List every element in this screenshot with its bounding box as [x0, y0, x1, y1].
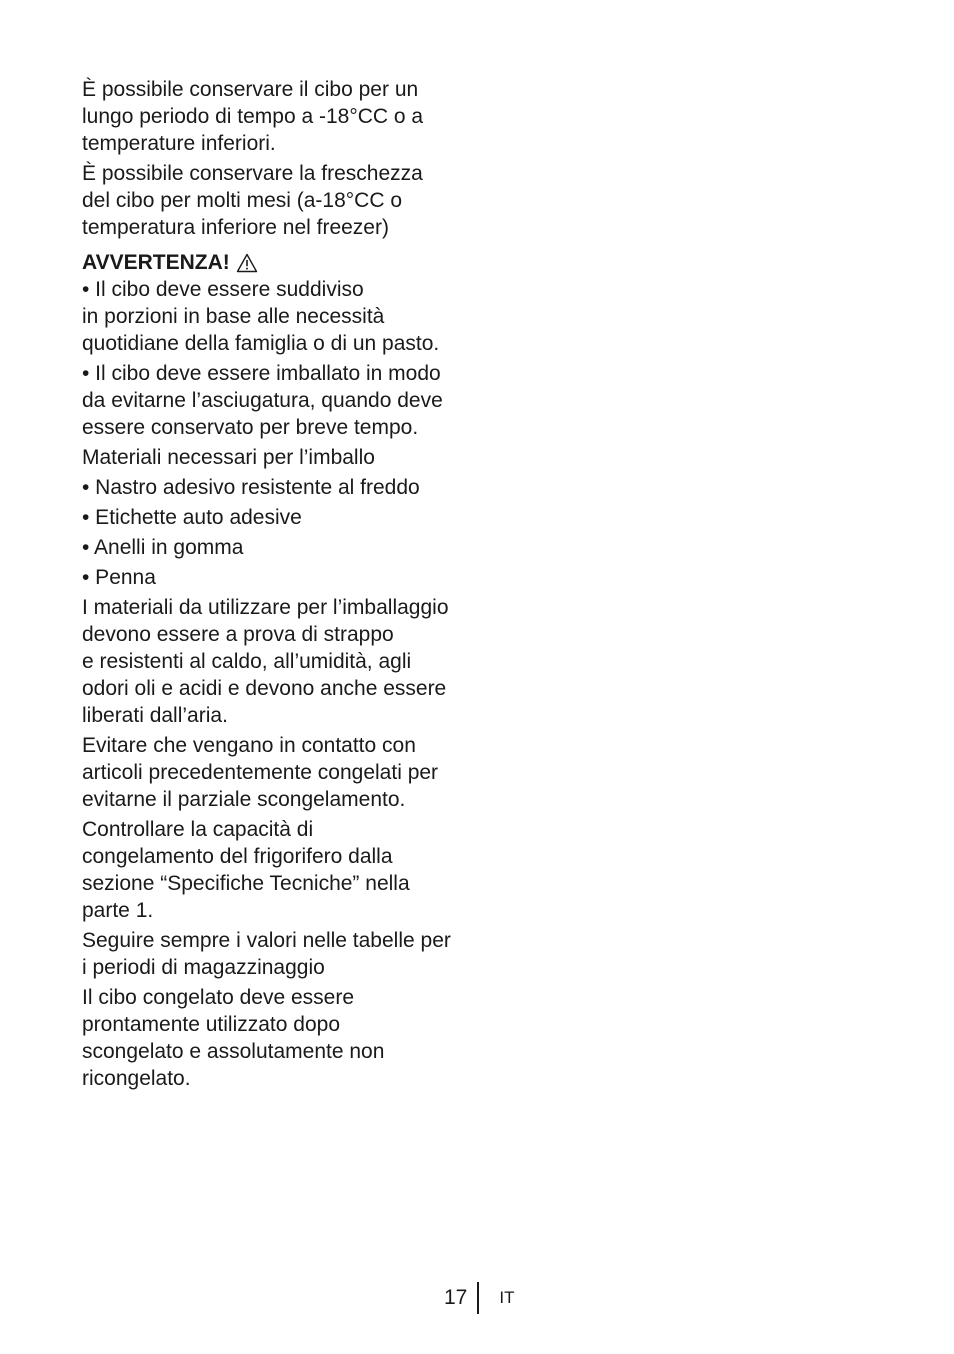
- materials-intro: Materiali necessari per l’imballo: [82, 446, 375, 469]
- paragraph-storage-duration: È possibile conservare il cibo per un lungo periodo di tempo a -18°CC o a temperature inferiori.: [82, 78, 424, 155]
- materials-item: • Etichette auto adesive: [82, 506, 302, 529]
- materials-item: • Penna: [82, 566, 156, 589]
- page-footer: [444, 1282, 514, 1314]
- bullet-packaging: • Il cibo deve essere imballato in modo da evitarne l’asciugatura, quando deve essere conservato per breve tempo.: [82, 362, 443, 439]
- paragraph-check-capacity: Controllare la capacità di congelamento del frigorifero dalla sezione “Specifiche Tecniche” nella parte 1.: [82, 818, 410, 922]
- footer-divider: [477, 1282, 479, 1314]
- paragraph-material-requirements: I materiali da utilizzare per l’imballaggio devono essere a prova di strappo e resistenti al caldo, all’umidità, agli odori oli e acidi e devono anche essere liberati dall’aria.: [82, 596, 449, 727]
- warning-heading-label: AVVERTENZA!: [82, 251, 230, 274]
- main-column: [82, 76, 482, 1095]
- paragraph-avoid-contact: Evitare che vengano in contatto con articoli precedentemente congelati per evitarne il parziale scongelamento.: [82, 734, 439, 811]
- paragraph-freshness: È possibile conservare la freschezza del cibo per molti mesi (a-18°CC o temperatura inferiore nel freezer): [82, 162, 423, 239]
- warning-heading: [82, 249, 482, 276]
- language-code: IT: [499, 1288, 515, 1307]
- materials-item: • Nastro adesivo resistente al freddo: [82, 476, 420, 499]
- warning-triangle-icon: [236, 253, 258, 273]
- materials-item: • Anelli in gomma: [82, 536, 244, 559]
- page-number: 17: [444, 1286, 468, 1309]
- paragraph-thawed-food: Il cibo congelato deve essere prontamente utilizzato dopo scongelato e assolutamente non ricongelato.: [82, 986, 385, 1090]
- bullet-portions: • Il cibo deve essere suddiviso in porzioni in base alle necessità quotidiane della famiglia o di un pasto.: [82, 278, 440, 355]
- paragraph-storage-tables: Seguire sempre i valori nelle tabelle per i periodi di magazzinaggio: [82, 929, 451, 979]
